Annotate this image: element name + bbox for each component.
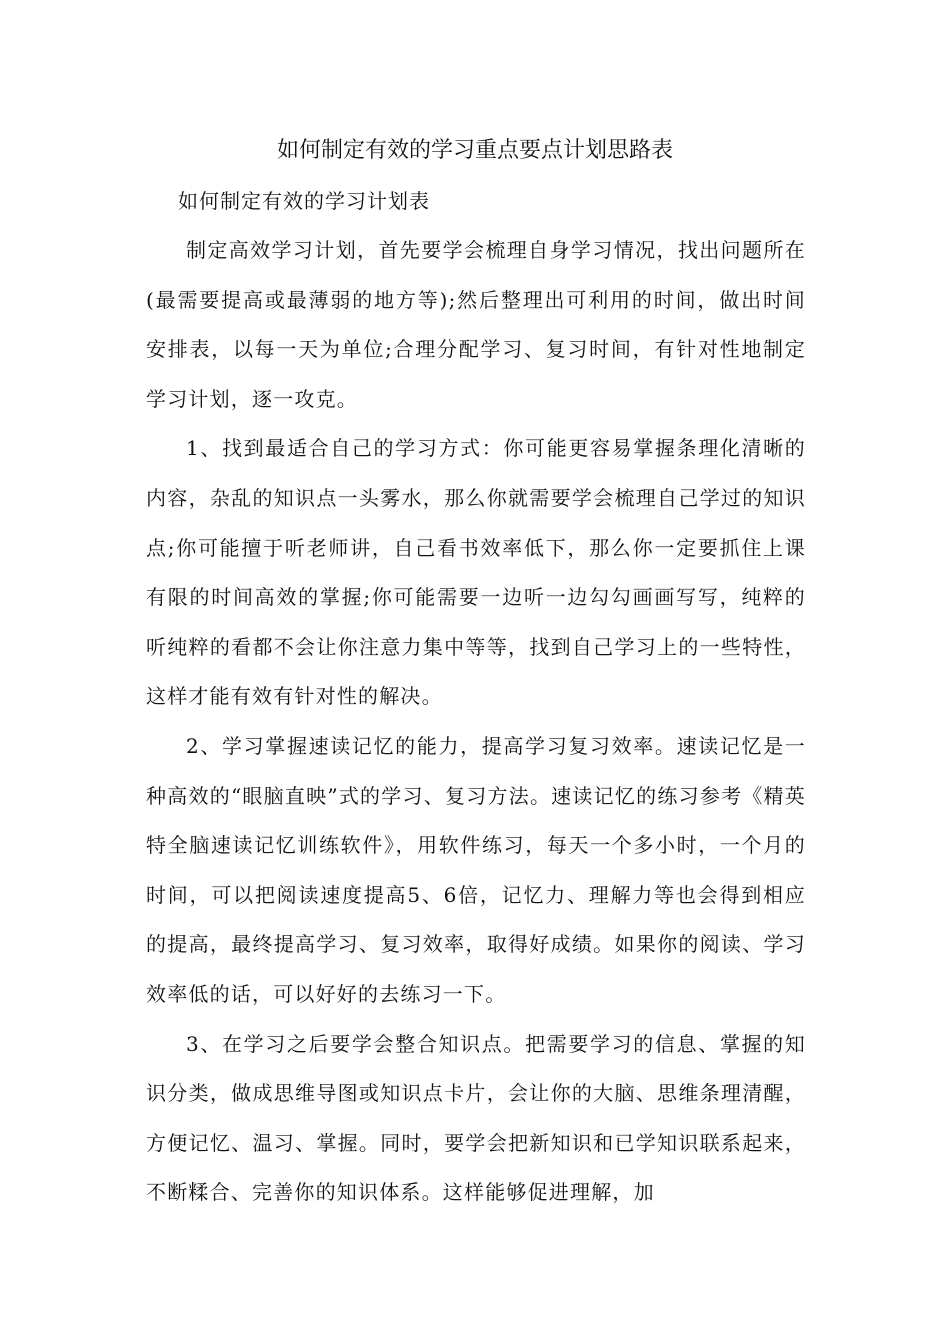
paragraph-point-3: 3、在学习之后要学会整合知识点。把需要学习的信息、掌握的知识分类，做成思维导图或知识点卡片，会让你的大脑、思维条理清醒，方便记忆、温习、掌握。同时，要学会把新知识和已学知识联系起来，不断糅合、完善你的知识体系。这样能够促进理解，加 [146,1031,806,1205]
paragraph-point-1: 1、找到最适合自己的学习方式：你可能更容易掌握条理化清晰的内容，杂乱的知识点一头雾水，那么你就需要学会梳理自己学过的知识点;你可能擅于听老师讲，自己看书效率低下，那么你一定要抓住上课有限的时间高效的掌握;你可能需要一边听一边勾勾画画写写，纯粹的听纯粹的看都不会让你注意力集中等等，找到自己学习上的一些特性，这样才能有效有针对性的解决。 [146,436,806,709]
document-title: 如何制定有效的学习重点要点计划思路表 [276,138,673,163]
paragraph-intro: 制定高效学习计划，首先要学会梳理自身学习情况，找出问题所在(最需要提高或最薄弱的地方等);然后整理出可利用的时间，做出时间安排表，以每一天为单位;合理分配学习、复习时间，有针对性地制定学习计划，逐一攻克。 [146,238,806,411]
document-subtitle: 如何制定有效的学习计划表 [178,189,430,213]
paragraph-point-2: 2、学习掌握速读记忆的能力，提高学习复习效率。速读记忆是一种高效的“眼脑直映”式的学习、复习方法。速读记忆的练习参考《精英特全脑速读记忆训练软件》，用软件练习，每天一个多小时，一个月的时间，可以把阅读速度提高5、6倍，记忆力、理解力等也会得到相应的提高，最终提高学习、复习效率，取得好成绩。如果你的阅读、学习效率低的话，可以好好的去练习一下。 [146,733,806,1006]
document-body [146,226,806,1218]
